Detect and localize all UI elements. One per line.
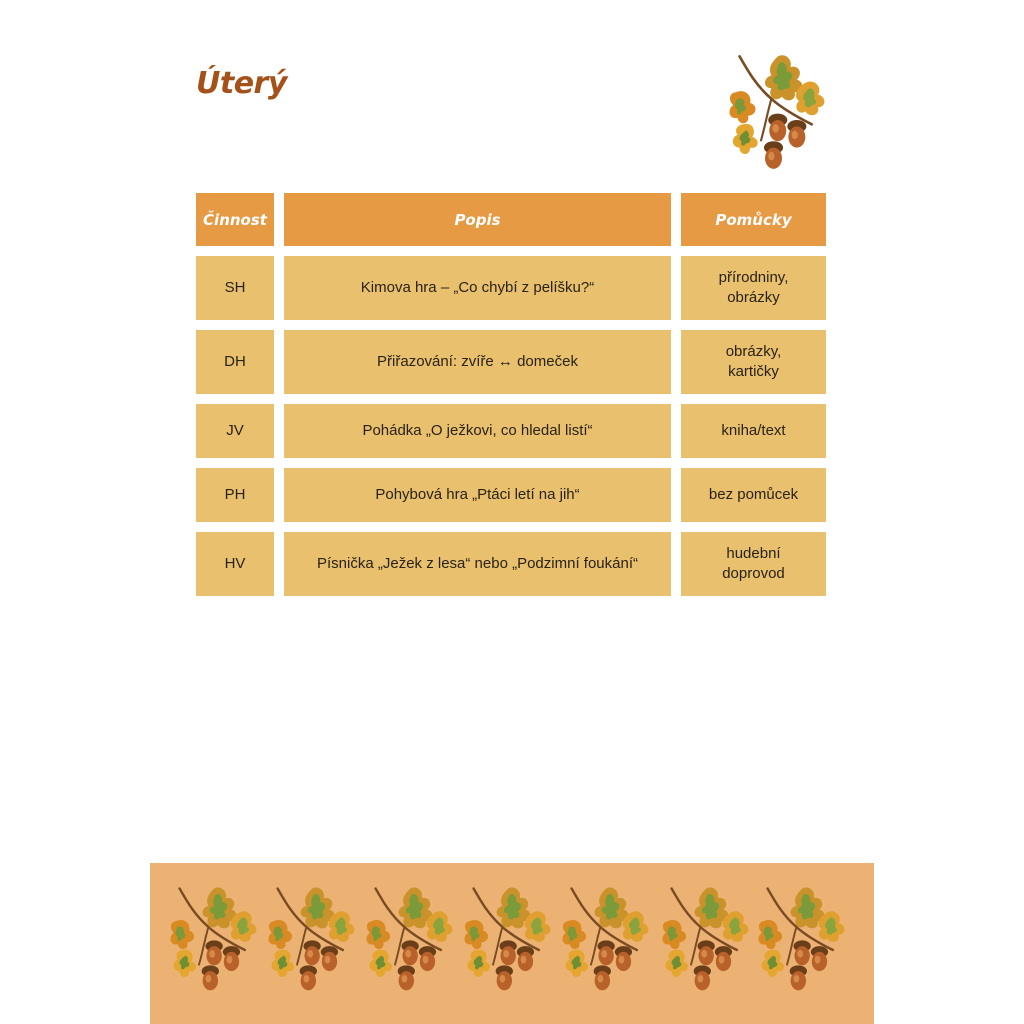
- table-row: [196, 256, 826, 320]
- header-activity: Činnost: [196, 193, 274, 246]
- table-row: [196, 330, 826, 394]
- header-materials: Pomůcky: [681, 193, 826, 246]
- oak-leaf-acorn-icon: [662, 879, 758, 997]
- materials-line: hudební: [726, 545, 781, 562]
- materials-line: doprovod: [722, 565, 785, 582]
- oak-leaf-acorn-icon: [268, 879, 364, 997]
- table-row: [196, 404, 826, 458]
- table-row: [196, 468, 826, 522]
- materials-line: kartičky: [728, 363, 779, 380]
- activity-cell: HV: [196, 532, 274, 596]
- materials-cell: bez pomůcek: [681, 468, 826, 522]
- description-cell: Pohádka „O ježkovi, co hledal listí“: [284, 404, 671, 458]
- footer-decoration-band: [150, 863, 874, 1024]
- oak-leaf-acorn-icon: [722, 50, 842, 172]
- header-description: Popis: [284, 193, 671, 246]
- materials-cell: [681, 330, 826, 394]
- activity-table: [196, 193, 826, 606]
- oak-leaf-acorn-icon: [366, 879, 462, 997]
- activity-cell: DH: [196, 330, 274, 394]
- oak-leaf-acorn-icon: [464, 879, 560, 997]
- materials-line: obrázky,: [725, 343, 782, 360]
- description-cell: Kimova hra – „Co chybí z pelíšku?“: [284, 256, 671, 320]
- activity-cell: SH: [196, 256, 274, 320]
- description-cell: Pohybová hra „Ptáci letí na jih“: [284, 468, 671, 522]
- oak-leaf-acorn-icon: [170, 879, 266, 997]
- activity-cell: JV: [196, 404, 274, 458]
- description-cell: Přiřazování: zvíře ↔ domeček: [284, 330, 671, 394]
- materials-cell: [681, 256, 826, 320]
- materials-line: přírodniny,: [718, 269, 789, 286]
- page-title: Úterý: [196, 66, 287, 101]
- oak-leaf-acorn-icon: [562, 879, 658, 997]
- activity-cell: PH: [196, 468, 274, 522]
- table-row: [196, 532, 826, 596]
- materials-line: obrázky: [727, 289, 780, 306]
- oak-leaf-acorn-icon: [758, 879, 854, 997]
- materials-cell: [681, 532, 826, 596]
- description-cell: Písnička „Ježek z lesa“ nebo „Podzimní foukání“: [284, 532, 671, 596]
- table-header-row: [196, 193, 826, 246]
- materials-cell: kniha/text: [681, 404, 826, 458]
